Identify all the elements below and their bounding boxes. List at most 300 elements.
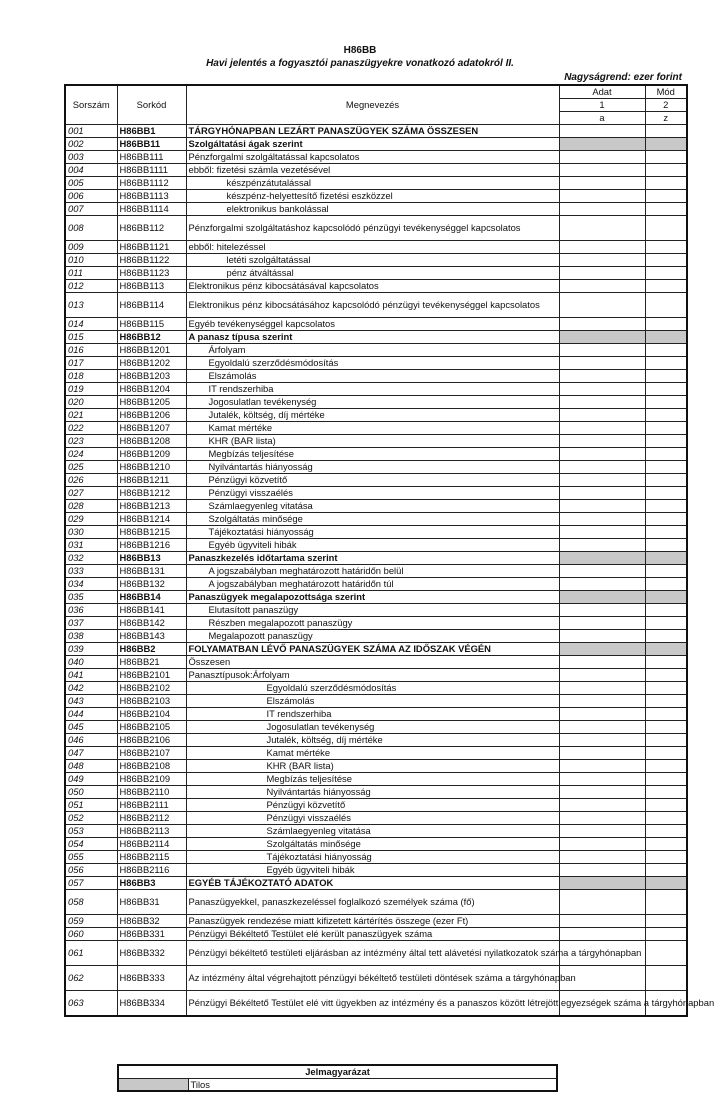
- table-row: [65, 280, 687, 293]
- table-row: [65, 928, 687, 941]
- row-number: 022: [65, 422, 117, 435]
- table-row: [65, 578, 687, 591]
- row-code: H86BB32: [117, 915, 186, 928]
- table-row: [65, 422, 687, 435]
- row-number: 006: [65, 190, 117, 203]
- row-code: H86BB2111: [117, 799, 186, 812]
- row-code: H86BB2108: [117, 760, 186, 773]
- row-value-cell[interactable]: [559, 396, 645, 409]
- row-code: H86BB332: [117, 941, 186, 966]
- header-adat-number: 1: [559, 99, 645, 112]
- row-number: 018: [65, 370, 117, 383]
- row-code: H86BB2115: [117, 851, 186, 864]
- row-mod-cell[interactable]: [645, 928, 687, 941]
- row-code: H86BB1201: [117, 344, 186, 357]
- row-value-cell[interactable]: [559, 526, 645, 539]
- row-code: H86BB2116: [117, 864, 186, 877]
- row-description: Részben megalapozott panaszügy: [186, 617, 559, 630]
- row-value-cell[interactable]: [559, 669, 645, 682]
- row-number: 050: [65, 786, 117, 799]
- row-number: 053: [65, 825, 117, 838]
- table-row: [65, 138, 687, 151]
- row-mod-cell[interactable]: [645, 254, 687, 267]
- row-mod-cell[interactable]: [645, 267, 687, 280]
- row-value-cell[interactable]: [559, 254, 645, 267]
- row-value-cell[interactable]: [559, 773, 645, 786]
- row-number: 049: [65, 773, 117, 786]
- row-description: Jogosulatlan tevékenység: [186, 721, 559, 734]
- table-row: [65, 357, 687, 370]
- row-number: 033: [65, 565, 117, 578]
- header-adat-letter: a: [559, 112, 645, 125]
- row-number: 043: [65, 695, 117, 708]
- row-description: Elektronikus pénz kibocsátásával kapcsolatos: [186, 280, 559, 293]
- row-number: 042: [65, 682, 117, 695]
- row-mod-cell[interactable]: [645, 799, 687, 812]
- table-row: [65, 241, 687, 254]
- row-value-cell[interactable]: [559, 513, 645, 526]
- row-mod-cell[interactable]: [645, 864, 687, 877]
- table-row: [65, 604, 687, 617]
- row-mod-cell[interactable]: [645, 125, 687, 138]
- row-description: IT rendszerhiba: [186, 383, 559, 396]
- row-value-cell[interactable]: [559, 370, 645, 383]
- row-mod-cell[interactable]: [645, 565, 687, 578]
- row-code: H86BB1214: [117, 513, 186, 526]
- row-number: 012: [65, 280, 117, 293]
- row-mod-cell[interactable]: [645, 461, 687, 474]
- table-row: [65, 656, 687, 669]
- row-number: 059: [65, 915, 117, 928]
- row-value-cell[interactable]: [559, 928, 645, 941]
- row-code: H86BB3: [117, 877, 186, 890]
- row-value-cell[interactable]: [559, 915, 645, 928]
- row-mod-cell[interactable]: [645, 487, 687, 500]
- row-description: Szolgáltatás minősége: [186, 838, 559, 851]
- table-row: [65, 474, 687, 487]
- row-code: H86BB1121: [117, 241, 186, 254]
- row-code: H86BB1114: [117, 203, 186, 216]
- row-value-cell[interactable]: [559, 825, 645, 838]
- row-code: H86BB1202: [117, 357, 186, 370]
- row-mod-cell[interactable]: [645, 526, 687, 539]
- row-mod-cell[interactable]: [645, 656, 687, 669]
- row-value-cell[interactable]: [559, 864, 645, 877]
- row-number: 038: [65, 630, 117, 643]
- row-value-cell[interactable]: [559, 461, 645, 474]
- table-row: [65, 539, 687, 552]
- row-mod-cell: [645, 591, 687, 604]
- row-value-cell[interactable]: [559, 500, 645, 513]
- row-code: H86BB142: [117, 617, 186, 630]
- table-row: [65, 396, 687, 409]
- row-number: 008: [65, 216, 117, 241]
- row-number: 041: [65, 669, 117, 682]
- row-mod-cell[interactable]: [645, 203, 687, 216]
- row-description: Összesen: [186, 656, 559, 669]
- row-code: H86BB14: [117, 591, 186, 604]
- row-mod-cell[interactable]: [645, 747, 687, 760]
- row-value-cell[interactable]: [559, 422, 645, 435]
- row-description: Tájékoztatási hiányosság: [186, 526, 559, 539]
- row-value-cell[interactable]: [559, 267, 645, 280]
- row-mod-cell[interactable]: [645, 721, 687, 734]
- row-code: H86BB2112: [117, 812, 186, 825]
- table-body: [65, 125, 715, 1016]
- legend-table: [117, 1064, 558, 1092]
- row-description: Szolgáltatás minősége: [186, 513, 559, 526]
- row-code: H86BB2106: [117, 734, 186, 747]
- row-description: Megbízás teljesítése: [186, 773, 559, 786]
- row-mod-cell[interactable]: [645, 773, 687, 786]
- row-number: 044: [65, 708, 117, 721]
- row-mod-cell[interactable]: [645, 604, 687, 617]
- row-number: 062: [65, 966, 117, 991]
- row-mod-cell[interactable]: [645, 216, 687, 241]
- row-mod-cell[interactable]: [645, 241, 687, 254]
- row-description: pénz átváltással: [186, 267, 559, 280]
- row-number: 030: [65, 526, 117, 539]
- row-code: H86BB2101: [117, 669, 186, 682]
- row-number: 057: [65, 877, 117, 890]
- row-mod-cell[interactable]: [645, 669, 687, 682]
- row-mod-cell: [645, 877, 687, 890]
- row-code: H86BB1123: [117, 267, 186, 280]
- table-row: [65, 190, 687, 203]
- row-value-cell[interactable]: [559, 539, 645, 552]
- row-mod-cell[interactable]: [645, 422, 687, 435]
- row-code: H86BB2114: [117, 838, 186, 851]
- row-mod-cell[interactable]: [645, 370, 687, 383]
- row-description: Panaszkezelés időtartama szerint: [186, 552, 559, 565]
- row-mod-cell[interactable]: [645, 760, 687, 773]
- row-mod-cell[interactable]: [645, 151, 687, 164]
- row-value-cell[interactable]: [559, 177, 645, 190]
- row-mod-cell[interactable]: [645, 293, 687, 318]
- table-row: [65, 267, 687, 280]
- row-code: H86BB331: [117, 928, 186, 941]
- row-description: EGYÉB TÁJÉKOZTATÓ ADATOK: [186, 877, 559, 890]
- row-code: H86BB131: [117, 565, 186, 578]
- row-value-cell[interactable]: [559, 760, 645, 773]
- row-mod-cell[interactable]: [645, 695, 687, 708]
- table-row: [65, 500, 687, 513]
- row-value-cell[interactable]: [559, 630, 645, 643]
- row-value-cell[interactable]: [559, 203, 645, 216]
- row-number: 023: [65, 435, 117, 448]
- report-subtitle: Havi jelentés a fogyasztói panaszügyekre vonatkozó adatokról II.: [206, 58, 514, 69]
- row-mod-cell[interactable]: [645, 448, 687, 461]
- row-description: Pénzügyi békéltető testületi eljárásban az intézmény által tett alávetési nyilatkozatok száma a tárgyhónapban: [186, 941, 559, 966]
- row-value-cell[interactable]: [559, 617, 645, 630]
- row-code: H86BB2110: [117, 786, 186, 799]
- row-value-cell[interactable]: [559, 799, 645, 812]
- row-mod-cell[interactable]: [645, 280, 687, 293]
- row-description: Megbízás teljesítése: [186, 448, 559, 461]
- row-mod-cell[interactable]: [645, 941, 687, 966]
- row-number: 040: [65, 656, 117, 669]
- row-mod-cell[interactable]: [645, 513, 687, 526]
- row-code: H86BB1216: [117, 539, 186, 552]
- row-code: H86BB1208: [117, 435, 186, 448]
- row-mod-cell[interactable]: [645, 396, 687, 409]
- row-mod-cell[interactable]: [645, 734, 687, 747]
- row-number: 011: [65, 267, 117, 280]
- table-row: [65, 864, 687, 877]
- table-row: [65, 630, 687, 643]
- row-number: 027: [65, 487, 117, 500]
- table-row: [65, 734, 687, 747]
- table-row: [65, 565, 687, 578]
- table-row: [65, 721, 687, 734]
- row-number: 032: [65, 552, 117, 565]
- row-value-cell[interactable]: [559, 890, 645, 915]
- row-mod-cell[interactable]: [645, 617, 687, 630]
- row-description: Elutasított panaszügy: [186, 604, 559, 617]
- row-description: Pénzügyi közvetítő: [186, 474, 559, 487]
- form-code-title: H86BB: [343, 45, 377, 56]
- row-description: Jogosulatlan tevékenység: [186, 396, 559, 409]
- row-number: 007: [65, 203, 117, 216]
- table-row: [65, 760, 687, 773]
- row-number: 035: [65, 591, 117, 604]
- row-mod-cell[interactable]: [645, 190, 687, 203]
- row-value-cell[interactable]: [559, 409, 645, 422]
- row-number: 020: [65, 396, 117, 409]
- table-row: [65, 254, 687, 267]
- row-value-cell[interactable]: [559, 448, 645, 461]
- row-mod-cell[interactable]: [645, 825, 687, 838]
- row-mod-cell[interactable]: [645, 177, 687, 190]
- row-code: H86BB12: [117, 331, 186, 344]
- row-code: H86BB113: [117, 280, 186, 293]
- row-number: 048: [65, 760, 117, 773]
- row-value-cell[interactable]: [559, 241, 645, 254]
- row-mod-cell: [645, 643, 687, 656]
- row-description: Pénzügyi Békéltető Testület elé vitt ügyekben az intézmény és a panaszos között létrejött egyezségek száma a tárgyhónapban: [186, 991, 559, 1016]
- row-mod-cell[interactable]: [645, 383, 687, 396]
- row-mod-cell[interactable]: [645, 409, 687, 422]
- table-row: [65, 409, 687, 422]
- row-number: 019: [65, 383, 117, 396]
- table-row: [65, 799, 687, 812]
- row-mod-cell[interactable]: [645, 851, 687, 864]
- row-value-cell[interactable]: [559, 565, 645, 578]
- table-row: [65, 991, 687, 1016]
- table-row: [65, 915, 687, 928]
- table-row: [65, 164, 687, 177]
- report-table: [64, 84, 715, 1017]
- row-value-cell[interactable]: [559, 216, 645, 241]
- row-value-cell[interactable]: [559, 734, 645, 747]
- row-value-cell[interactable]: [559, 383, 645, 396]
- row-value-cell: [559, 643, 645, 656]
- row-value-cell[interactable]: [559, 695, 645, 708]
- row-code: H86BB333: [117, 966, 186, 991]
- row-mod-cell[interactable]: [645, 539, 687, 552]
- table-row: [65, 669, 687, 682]
- row-number: 005: [65, 177, 117, 190]
- row-description: Pénzügyi visszaélés: [186, 487, 559, 500]
- row-number: 026: [65, 474, 117, 487]
- row-description: ebből: hitelezéssel: [186, 241, 559, 254]
- row-mod-cell[interactable]: [645, 630, 687, 643]
- row-value-cell[interactable]: [559, 293, 645, 318]
- row-description: A jogszabályban meghatározott határidőn belül: [186, 565, 559, 578]
- row-mod-cell[interactable]: [645, 164, 687, 177]
- row-mod-cell[interactable]: [645, 708, 687, 721]
- row-value-cell[interactable]: [559, 318, 645, 331]
- row-code: H86BB132: [117, 578, 186, 591]
- table-row: [65, 151, 687, 164]
- table-row: [65, 513, 687, 526]
- row-number: 034: [65, 578, 117, 591]
- row-mod-cell[interactable]: [645, 435, 687, 448]
- row-code: H86BB141: [117, 604, 186, 617]
- table-row: [65, 435, 687, 448]
- row-value-cell[interactable]: [559, 164, 645, 177]
- row-code: H86BB1203: [117, 370, 186, 383]
- table-row: [65, 331, 687, 344]
- row-mod-cell[interactable]: [645, 357, 687, 370]
- row-number: 060: [65, 928, 117, 941]
- row-mod-cell[interactable]: [645, 966, 687, 991]
- row-description: Pénzügyi közvetítő: [186, 799, 559, 812]
- row-value-cell[interactable]: [559, 851, 645, 864]
- row-value-cell[interactable]: [559, 487, 645, 500]
- row-description: Kamat mértéke: [186, 422, 559, 435]
- row-number: 061: [65, 941, 117, 966]
- row-code: H86BB2102: [117, 682, 186, 695]
- row-number: 010: [65, 254, 117, 267]
- row-value-cell[interactable]: [559, 747, 645, 760]
- row-description: TÁRGYHÓNAPBAN LEZÁRT PANASZÜGYEK SZÁMA ÖSSZESEN: [186, 125, 559, 138]
- row-description: készpénzátutalással: [186, 177, 559, 190]
- row-description: Egyéb tevékenységgel kapcsolatos: [186, 318, 559, 331]
- row-number: 063: [65, 991, 117, 1016]
- row-mod-cell: [645, 138, 687, 151]
- row-mod-cell[interactable]: [645, 344, 687, 357]
- row-description: Az intézmény által végrehajtott pénzügyi békéltető testületi döntések száma a tárgyhónapban: [186, 966, 559, 991]
- row-code: H86BB2105: [117, 721, 186, 734]
- row-value-cell[interactable]: [559, 474, 645, 487]
- table-row: [65, 682, 687, 695]
- row-code: H86BB1112: [117, 177, 186, 190]
- header-megnevezes: Megnevezés: [186, 85, 559, 125]
- row-code: H86BB1111: [117, 164, 186, 177]
- row-value-cell[interactable]: [559, 682, 645, 695]
- row-code: H86BB114: [117, 293, 186, 318]
- row-value-cell[interactable]: [559, 604, 645, 617]
- row-code: H86BB112: [117, 216, 186, 241]
- row-description: készpénz-helyettesítő fizetési eszközzel: [186, 190, 559, 203]
- row-code: H86BB2113: [117, 825, 186, 838]
- row-number: 058: [65, 890, 117, 915]
- row-code: H86BB1206: [117, 409, 186, 422]
- row-mod-cell[interactable]: [645, 318, 687, 331]
- row-description: A panasz típusa szerint: [186, 331, 559, 344]
- row-number: 001: [65, 125, 117, 138]
- row-description: Pénzügyi visszaélés: [186, 812, 559, 825]
- row-number: 045: [65, 721, 117, 734]
- table-row: [65, 487, 687, 500]
- row-mod-cell[interactable]: [645, 786, 687, 799]
- row-value-cell[interactable]: [559, 656, 645, 669]
- row-value-cell[interactable]: [559, 812, 645, 825]
- row-value-cell[interactable]: [559, 151, 645, 164]
- header-sorkod: Sorkód: [117, 85, 186, 125]
- row-mod-cell[interactable]: [645, 915, 687, 928]
- row-number: 021: [65, 409, 117, 422]
- legend-swatch-grey: [118, 1078, 188, 1091]
- table-row: [65, 344, 687, 357]
- row-value-cell[interactable]: [559, 125, 645, 138]
- row-value-cell[interactable]: [559, 721, 645, 734]
- row-code: H86BB1122: [117, 254, 186, 267]
- table-row: [65, 125, 687, 138]
- row-mod-cell[interactable]: [645, 890, 687, 915]
- row-code: H86BB143: [117, 630, 186, 643]
- row-number: 003: [65, 151, 117, 164]
- row-value-cell[interactable]: [559, 357, 645, 370]
- row-code: H86BB1207: [117, 422, 186, 435]
- row-description: Egyoldalú szerződésmódosítás: [186, 682, 559, 695]
- row-value-cell[interactable]: [559, 838, 645, 851]
- row-description: Egyéb ügyviteli hibák: [186, 864, 559, 877]
- row-code: H86BB1209: [117, 448, 186, 461]
- row-mod-cell[interactable]: [645, 578, 687, 591]
- row-description: Panasztípusok:Árfolyam: [186, 669, 559, 682]
- row-description: Panaszügyek rendezése miatt kifizetett kártérítés összege (ezer Ft): [186, 915, 559, 928]
- row-number: 047: [65, 747, 117, 760]
- row-value-cell[interactable]: [559, 190, 645, 203]
- row-value-cell[interactable]: [559, 280, 645, 293]
- row-description: Panaszügyek megalapozottsága szerint: [186, 591, 559, 604]
- row-code: H86BB1213: [117, 500, 186, 513]
- row-mod-cell[interactable]: [645, 812, 687, 825]
- row-description: Árfolyam: [186, 344, 559, 357]
- table-row: [65, 293, 687, 318]
- header-mod: Mód: [645, 85, 687, 99]
- row-code: H86BB1: [117, 125, 186, 138]
- table-row: [65, 708, 687, 721]
- row-mod-cell[interactable]: [645, 682, 687, 695]
- row-value-cell[interactable]: [559, 578, 645, 591]
- row-mod-cell[interactable]: [645, 474, 687, 487]
- row-number: 013: [65, 293, 117, 318]
- row-value-cell[interactable]: [559, 786, 645, 799]
- row-value-cell[interactable]: [559, 435, 645, 448]
- row-number: 037: [65, 617, 117, 630]
- legend-title: Jelmagyarázat: [118, 1065, 557, 1078]
- table-row: [65, 216, 687, 241]
- table-row: [65, 941, 687, 966]
- row-value-cell[interactable]: [559, 344, 645, 357]
- table-row: [65, 203, 687, 216]
- row-code: H86BB1205: [117, 396, 186, 409]
- row-number: 051: [65, 799, 117, 812]
- table-row: [65, 966, 687, 991]
- row-number: 056: [65, 864, 117, 877]
- table-row: [65, 890, 687, 915]
- row-mod-cell[interactable]: [645, 500, 687, 513]
- table-row: [65, 747, 687, 760]
- row-value-cell[interactable]: [559, 708, 645, 721]
- row-mod-cell[interactable]: [645, 838, 687, 851]
- row-code: H86BB21: [117, 656, 186, 669]
- row-number: 004: [65, 164, 117, 177]
- row-number: 015: [65, 331, 117, 344]
